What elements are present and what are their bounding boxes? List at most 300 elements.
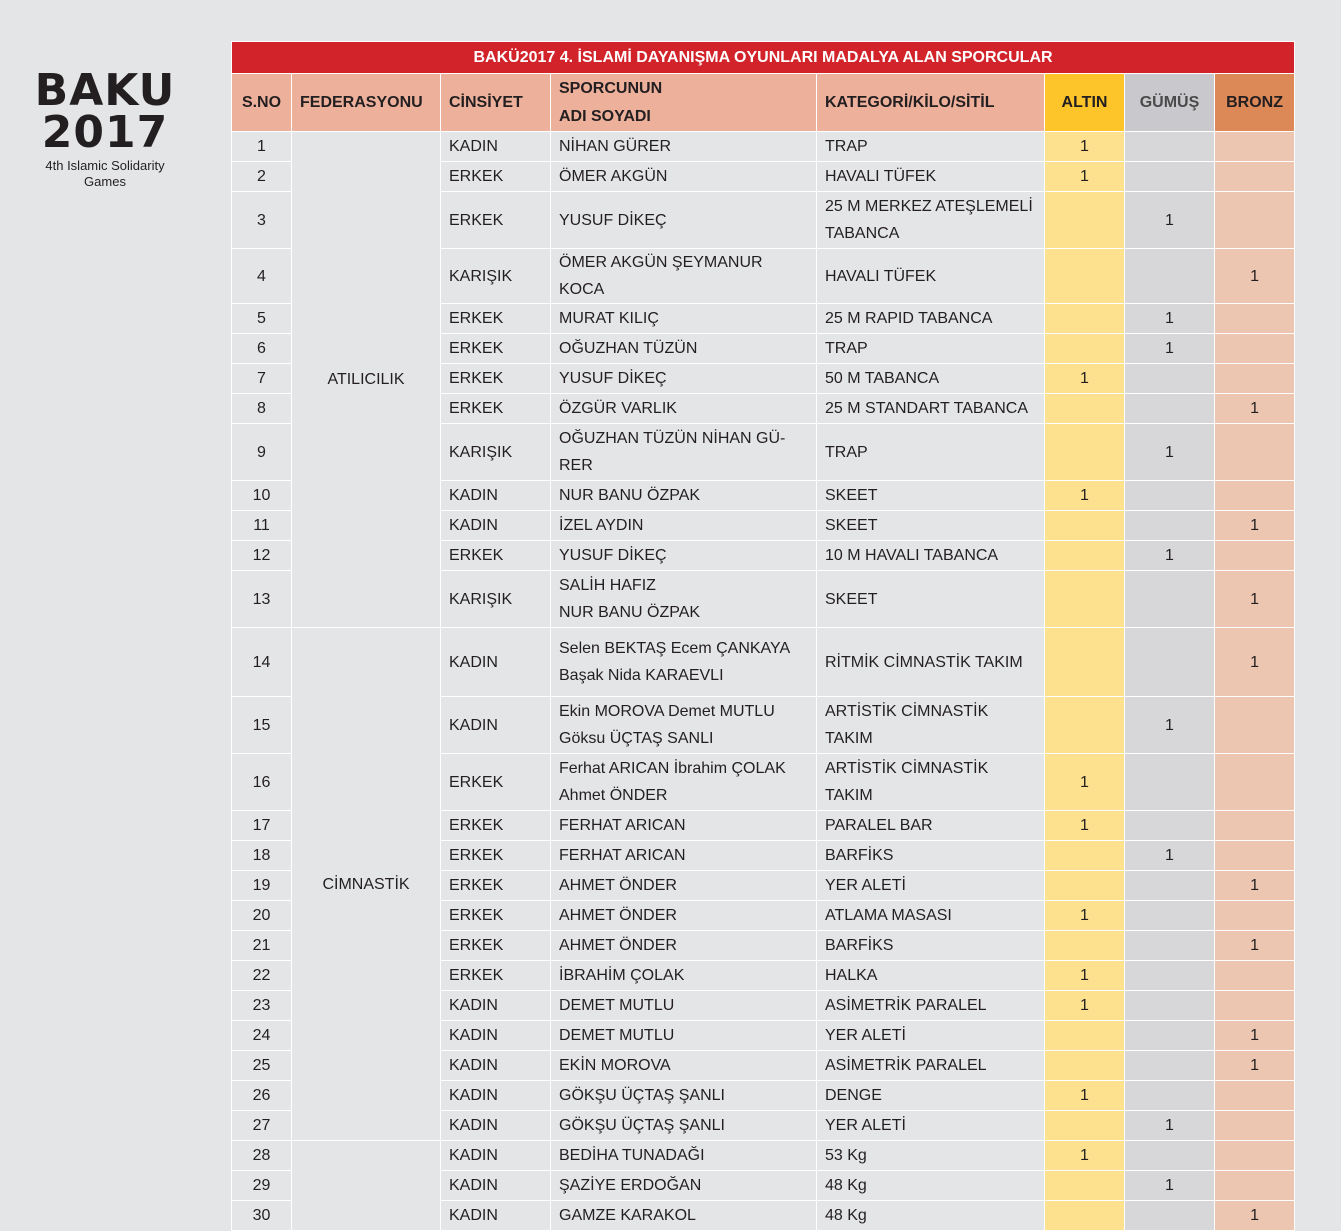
cell-silver	[1125, 931, 1215, 961]
cell-category	[817, 192, 1045, 249]
cell-silver	[1125, 1201, 1215, 1231]
athlete-name-line-1: YUSUF DİKEÇ	[559, 211, 667, 229]
cell-sno: 7	[232, 364, 292, 394]
cell-gender: ERKEK	[441, 811, 551, 841]
category-line-1: 48 Kg	[825, 1177, 867, 1194]
cell-silver	[1125, 1141, 1215, 1171]
header-athlete-line-1: SPORCUNUN	[559, 79, 663, 97]
cell-athlete	[551, 162, 817, 192]
header-bronze: BRONZ	[1215, 74, 1295, 132]
cell-category	[817, 697, 1045, 754]
cell-gender: ERKEK	[441, 841, 551, 871]
athlete-name-line-1: NİHAN GÜRER	[559, 138, 672, 155]
category-line-1: 25 M MERKEZ ATEŞLEMELİ	[825, 198, 1033, 215]
medal-winners-table	[231, 41, 1295, 1231]
cell-gold	[1045, 697, 1125, 754]
cell-athlete	[551, 394, 817, 424]
header-category: KATEGORİ/KİLO/SİTİL	[817, 74, 1045, 132]
cell-athlete	[551, 871, 817, 901]
athlete-name-line-2: Göksu ÜÇTAŞ SANLI	[559, 730, 714, 747]
cell-category	[817, 1201, 1045, 1231]
cell-athlete	[551, 1201, 817, 1231]
cell-sno: 16	[232, 754, 292, 811]
category-line-1: HAVALI TÜFEK	[825, 168, 937, 185]
cell-sno: 14	[232, 628, 292, 697]
cell-gender: ERKEK	[441, 334, 551, 364]
cell-gender: KARIŞIK	[441, 424, 551, 481]
cell-bronze	[1215, 1081, 1295, 1111]
cell-gender: ERKEK	[441, 871, 551, 901]
cell-gold	[1045, 192, 1125, 249]
cell-bronze	[1215, 481, 1295, 511]
cell-gold	[1045, 334, 1125, 364]
cell-athlete	[551, 754, 817, 811]
cell-athlete	[551, 697, 817, 754]
category-line-1: ASİMETRİK PARALEL	[825, 997, 987, 1014]
cell-sno: 15	[232, 697, 292, 754]
cell-bronze	[1215, 132, 1295, 162]
athlete-name-line-1: SALİH HAFIZ	[559, 577, 656, 594]
athlete-name-line-1: YUSUF DİKEÇ	[559, 547, 667, 564]
cell-gender: KADIN	[441, 1141, 551, 1171]
cell-gold: 1	[1045, 1141, 1125, 1171]
cell-category	[817, 481, 1045, 511]
cell-bronze	[1215, 541, 1295, 571]
cell-athlete	[551, 1141, 817, 1171]
cell-bronze	[1215, 961, 1295, 991]
cell-silver	[1125, 364, 1215, 394]
cell-athlete	[551, 1051, 817, 1081]
cell-gold: 1	[1045, 754, 1125, 811]
cell-bronze	[1215, 811, 1295, 841]
cell-category	[817, 811, 1045, 841]
athlete-name-line-1: ÖMER AKGÜN ŞEYMANUR KOCA	[559, 254, 763, 298]
athlete-name-line-1: OĞUZHAN TÜZÜN NİHAN GÜ-	[559, 430, 786, 447]
cell-federation: ATILICILIK	[292, 132, 441, 628]
cell-gold	[1045, 1021, 1125, 1051]
cell-sno: 23	[232, 991, 292, 1021]
category-line-1: 53 Kg	[825, 1147, 867, 1164]
cell-bronze: 1	[1215, 931, 1295, 961]
cell-category	[817, 1171, 1045, 1201]
header-athlete-line-2: ADI SOYADI	[559, 107, 651, 125]
category-line-1: ATLAMA MASASI	[825, 907, 952, 924]
category-line-1: DENGE	[825, 1087, 882, 1104]
cell-athlete	[551, 931, 817, 961]
cell-silver: 1	[1125, 192, 1215, 249]
category-line-1: ARTİSTİK CİMNASTİK TAKIM	[825, 760, 989, 804]
cell-gender: KADIN	[441, 1081, 551, 1111]
athlete-name-line-1: AHMET ÖNDER	[559, 877, 677, 894]
cell-category	[817, 249, 1045, 304]
cell-gender: KADIN	[441, 1171, 551, 1201]
athlete-name-line-1: BEDİHA TUNADAĞI	[559, 1147, 705, 1164]
category-line-1: YER ALETİ	[825, 877, 906, 894]
cell-sno: 27	[232, 1111, 292, 1141]
cell-bronze: 1	[1215, 1051, 1295, 1081]
cell-sno: 17	[232, 811, 292, 841]
cell-athlete	[551, 481, 817, 511]
category-line-1: 50 M TABANCA	[825, 370, 940, 387]
cell-silver	[1125, 511, 1215, 541]
category-line-1: BARFİKS	[825, 937, 894, 954]
cell-category	[817, 541, 1045, 571]
logo-word-year: 2017	[41, 107, 169, 158]
athlete-name-line-1: AHMET ÖNDER	[559, 937, 677, 954]
cell-silver	[1125, 754, 1215, 811]
cell-category	[817, 754, 1045, 811]
header-sno: S.NO	[232, 74, 292, 132]
cell-silver: 1	[1125, 424, 1215, 481]
cell-sno: 11	[232, 511, 292, 541]
cell-bronze: 1	[1215, 1021, 1295, 1051]
cell-sno: 25	[232, 1051, 292, 1081]
cell-athlete	[551, 901, 817, 931]
cell-sno: 12	[232, 541, 292, 571]
cell-silver: 1	[1125, 841, 1215, 871]
cell-gender: KADIN	[441, 132, 551, 162]
cell-gender: KADIN	[441, 481, 551, 511]
cell-bronze	[1215, 841, 1295, 871]
cell-category	[817, 961, 1045, 991]
cell-gender: KADIN	[441, 1111, 551, 1141]
cell-category	[817, 304, 1045, 334]
cell-athlete	[551, 811, 817, 841]
cell-category	[817, 1051, 1045, 1081]
athlete-name-line-1: İBRAHİM ÇOLAK	[559, 967, 685, 984]
cell-silver: 1	[1125, 304, 1215, 334]
category-line-1: HALKA	[825, 967, 878, 984]
athlete-name-line-1: İZEL AYDIN	[559, 517, 644, 534]
athlete-name-line-2: RER	[559, 457, 593, 474]
athlete-name-line-1: MURAT KILIÇ	[559, 310, 659, 327]
cell-athlete	[551, 1021, 817, 1051]
cell-gold: 1	[1045, 1081, 1125, 1111]
cell-silver	[1125, 162, 1215, 192]
cell-athlete	[551, 132, 817, 162]
cell-bronze	[1215, 424, 1295, 481]
cell-silver	[1125, 811, 1215, 841]
cell-gold	[1045, 249, 1125, 304]
cell-category	[817, 901, 1045, 931]
category-line-1: PARALEL BAR	[825, 817, 933, 834]
cell-gender: ERKEK	[441, 162, 551, 192]
cell-gold: 1	[1045, 162, 1125, 192]
cell-bronze	[1215, 754, 1295, 811]
cell-gender: KADIN	[441, 697, 551, 754]
cell-sno: 10	[232, 481, 292, 511]
athlete-name-line-1: GAMZE KARAKOL	[559, 1207, 696, 1224]
cell-gender: KADIN	[441, 991, 551, 1021]
baku-2017-logo	[30, 65, 180, 190]
cell-gender: ERKEK	[441, 304, 551, 334]
cell-athlete	[551, 628, 817, 697]
cell-federation: CİMNASTİK	[292, 628, 441, 1141]
cell-gender: KADIN	[441, 1201, 551, 1231]
cell-gender: KADIN	[441, 511, 551, 541]
cell-athlete	[551, 841, 817, 871]
header-silver: GÜMÜŞ	[1125, 74, 1215, 132]
athlete-name-line-1: Ferhat ARICAN İbrahim ÇOLAK	[559, 760, 786, 777]
category-line-1: ASİMETRİK PARALEL	[825, 1057, 987, 1074]
cell-athlete	[551, 304, 817, 334]
category-line-2: TABANCA	[825, 225, 900, 242]
cell-bronze	[1215, 192, 1295, 249]
cell-gold	[1045, 541, 1125, 571]
athlete-name-line-1: NUR BANU ÖZPAK	[559, 487, 701, 504]
cell-silver	[1125, 961, 1215, 991]
logo-subtitle	[30, 158, 180, 190]
cell-silver	[1125, 481, 1215, 511]
category-line-1: SKEET	[825, 517, 878, 534]
cell-sno: 6	[232, 334, 292, 364]
cell-bronze	[1215, 991, 1295, 1021]
category-line-1: TRAP	[825, 340, 868, 357]
cell-silver: 1	[1125, 334, 1215, 364]
athlete-name-line-1: GÖKŞU ÜÇTAŞ ŞANLI	[559, 1087, 725, 1104]
cell-athlete	[551, 192, 817, 249]
athlete-name-line-1: GÖKŞU ÜÇTAŞ ŞANLI	[559, 1117, 725, 1134]
cell-silver	[1125, 871, 1215, 901]
cell-sno: 21	[232, 931, 292, 961]
cell-gold	[1045, 1051, 1125, 1081]
cell-bronze	[1215, 334, 1295, 364]
cell-athlete	[551, 961, 817, 991]
cell-gold: 1	[1045, 481, 1125, 511]
cell-bronze	[1215, 1141, 1295, 1171]
cell-category	[817, 334, 1045, 364]
athlete-name-line-1: FERHAT ARICAN	[559, 817, 686, 834]
cell-gold: 1	[1045, 901, 1125, 931]
category-line-1: 48 Kg	[825, 1207, 867, 1224]
cell-gender: KADIN	[441, 628, 551, 697]
athlete-name-line-1: Ekin MOROVA Demet MUTLU	[559, 703, 775, 720]
cell-silver	[1125, 991, 1215, 1021]
cell-sno: 9	[232, 424, 292, 481]
cell-category	[817, 162, 1045, 192]
cell-athlete	[551, 1171, 817, 1201]
header-athlete	[551, 74, 817, 132]
table-title-row	[232, 42, 1295, 74]
logo-subtitle-line-1: 4th Islamic Solidarity	[45, 158, 165, 173]
cell-silver	[1125, 1051, 1215, 1081]
table-row	[232, 132, 1295, 162]
cell-gender: KADIN	[441, 1021, 551, 1051]
cell-athlete	[551, 249, 817, 304]
cell-bronze: 1	[1215, 1201, 1295, 1231]
category-line-1: YER ALETİ	[825, 1027, 906, 1044]
header-gold: ALTIN	[1045, 74, 1125, 132]
cell-bronze: 1	[1215, 249, 1295, 304]
cell-gender: KARIŞIK	[441, 571, 551, 628]
cell-gold	[1045, 871, 1125, 901]
cell-athlete	[551, 1111, 817, 1141]
cell-silver: 1	[1125, 541, 1215, 571]
cell-category	[817, 931, 1045, 961]
cell-gender: ERKEK	[441, 541, 551, 571]
cell-category	[817, 1111, 1045, 1141]
cell-silver	[1125, 249, 1215, 304]
cell-sno: 29	[232, 1171, 292, 1201]
cell-athlete	[551, 334, 817, 364]
cell-federation	[292, 1141, 441, 1231]
cell-category	[817, 424, 1045, 481]
cell-category	[817, 1081, 1045, 1111]
athlete-name-line-2: NUR BANU ÖZPAK	[559, 604, 701, 621]
logo-subtitle-line-2: Games	[84, 174, 126, 189]
athlete-name-line-1: DEMET MUTLU	[559, 1027, 675, 1044]
cell-silver	[1125, 1081, 1215, 1111]
cell-gold	[1045, 841, 1125, 871]
cell-gold	[1045, 1111, 1125, 1141]
cell-gender: ERKEK	[441, 901, 551, 931]
category-line-1: 10 M HAVALI TABANCA	[825, 547, 999, 564]
cell-gold	[1045, 1171, 1125, 1201]
cell-sno: 13	[232, 571, 292, 628]
cell-gender: ERKEK	[441, 931, 551, 961]
cell-silver: 1	[1125, 1111, 1215, 1141]
cell-sno: 5	[232, 304, 292, 334]
athlete-name-line-1: DEMET MUTLU	[559, 997, 675, 1014]
category-line-1: HAVALI TÜFEK	[825, 267, 937, 285]
cell-gold: 1	[1045, 364, 1125, 394]
cell-category	[817, 991, 1045, 1021]
cell-silver	[1125, 1021, 1215, 1051]
table-row	[232, 628, 1295, 697]
logo-word-baku: BAKU	[34, 65, 176, 116]
category-line-1: TRAP	[825, 443, 868, 461]
athlete-name-line-1: Selen BEKTAŞ Ecem ÇANKAYA	[559, 640, 791, 657]
cell-bronze: 1	[1215, 628, 1295, 697]
cell-athlete	[551, 424, 817, 481]
table-row	[232, 1141, 1295, 1171]
athlete-name-line-1: OĞUZHAN TÜZÜN	[559, 340, 698, 357]
cell-category	[817, 1141, 1045, 1171]
cell-sno: 20	[232, 901, 292, 931]
cell-gender: KADIN	[441, 1051, 551, 1081]
cell-silver	[1125, 901, 1215, 931]
cell-gold: 1	[1045, 961, 1125, 991]
athlete-name-line-1: ÖZGÜR VARLIK	[559, 400, 677, 417]
cell-sno: 24	[232, 1021, 292, 1051]
cell-bronze	[1215, 1111, 1295, 1141]
cell-gender: ERKEK	[441, 364, 551, 394]
cell-gold	[1045, 424, 1125, 481]
cell-bronze: 1	[1215, 871, 1295, 901]
cell-bronze: 1	[1215, 394, 1295, 424]
category-line-1: ARTİSTİK CİMNASTİK TAKIM	[825, 703, 989, 747]
cell-athlete	[551, 511, 817, 541]
cell-sno: 22	[232, 961, 292, 991]
athlete-name-line-1: AHMET ÖNDER	[559, 907, 677, 924]
cell-sno: 19	[232, 871, 292, 901]
cell-gold: 1	[1045, 811, 1125, 841]
cell-sno: 4	[232, 249, 292, 304]
category-line-1: 25 M STANDART TABANCA	[825, 400, 1029, 417]
cell-gold	[1045, 304, 1125, 334]
cell-gender: ERKEK	[441, 192, 551, 249]
athlete-name-line-1: ÖMER AKGÜN	[559, 168, 668, 185]
cell-bronze	[1215, 697, 1295, 754]
category-line-1: SKEET	[825, 590, 878, 608]
cell-bronze	[1215, 162, 1295, 192]
category-line-1: TRAP	[825, 138, 868, 155]
athlete-name-line-1: EKİN MOROVA	[559, 1057, 671, 1074]
cell-bronze	[1215, 1171, 1295, 1201]
cell-silver	[1125, 132, 1215, 162]
cell-silver: 1	[1125, 1171, 1215, 1201]
cell-sno: 28	[232, 1141, 292, 1171]
cell-bronze	[1215, 901, 1295, 931]
cell-silver	[1125, 628, 1215, 697]
cell-sno: 1	[232, 132, 292, 162]
cell-category	[817, 394, 1045, 424]
cell-category	[817, 841, 1045, 871]
cell-silver: 1	[1125, 697, 1215, 754]
category-line-1: BARFİKS	[825, 847, 894, 864]
cell-gold	[1045, 394, 1125, 424]
athlete-name-line-1: ŞAZİYE ERDOĞAN	[559, 1177, 702, 1194]
cell-bronze: 1	[1215, 511, 1295, 541]
cell-category	[817, 628, 1045, 697]
table-header-row	[232, 74, 1295, 132]
cell-gender: ERKEK	[441, 754, 551, 811]
cell-gender: ERKEK	[441, 961, 551, 991]
cell-athlete	[551, 364, 817, 394]
cell-bronze	[1215, 304, 1295, 334]
cell-gold	[1045, 1201, 1125, 1231]
cell-category	[817, 1021, 1045, 1051]
cell-bronze	[1215, 364, 1295, 394]
athlete-name-line-2: Ahmet ÖNDER	[559, 787, 668, 804]
cell-category	[817, 571, 1045, 628]
cell-bronze: 1	[1215, 571, 1295, 628]
athlete-name-line-1: YUSUF DİKEÇ	[559, 370, 667, 387]
cell-category	[817, 364, 1045, 394]
cell-gender: KARIŞIK	[441, 249, 551, 304]
athlete-name-line-1: FERHAT ARICAN	[559, 847, 686, 864]
cell-athlete	[551, 541, 817, 571]
cell-athlete	[551, 991, 817, 1021]
cell-athlete	[551, 571, 817, 628]
category-line-1: 25 M RAPID TABANCA	[825, 310, 993, 327]
category-line-1: SKEET	[825, 487, 878, 504]
cell-silver	[1125, 571, 1215, 628]
cell-athlete	[551, 1081, 817, 1111]
header-gender: CİNSİYET	[441, 74, 551, 132]
cell-sno: 8	[232, 394, 292, 424]
cell-sno: 18	[232, 841, 292, 871]
cell-gold: 1	[1045, 991, 1125, 1021]
category-line-1: RİTMİK CİMNASTİK TAKIM	[825, 653, 1023, 671]
header-federation: FEDERASYONU	[292, 74, 441, 132]
cell-gold	[1045, 628, 1125, 697]
cell-sno: 2	[232, 162, 292, 192]
cell-sno: 3	[232, 192, 292, 249]
table-title: BAKÜ2017 4. İSLAMİ DAYANIŞMA OYUNLARI MADALYA ALAN SPORCULAR	[232, 42, 1295, 74]
category-line-1: YER ALETİ	[825, 1117, 906, 1134]
cell-gold	[1045, 511, 1125, 541]
cell-gold	[1045, 931, 1125, 961]
cell-category	[817, 871, 1045, 901]
cell-category	[817, 511, 1045, 541]
cell-gender: ERKEK	[441, 394, 551, 424]
cell-silver	[1125, 394, 1215, 424]
cell-sno: 26	[232, 1081, 292, 1111]
cell-sno: 30	[232, 1201, 292, 1231]
cell-gold: 1	[1045, 132, 1125, 162]
cell-gold	[1045, 571, 1125, 628]
